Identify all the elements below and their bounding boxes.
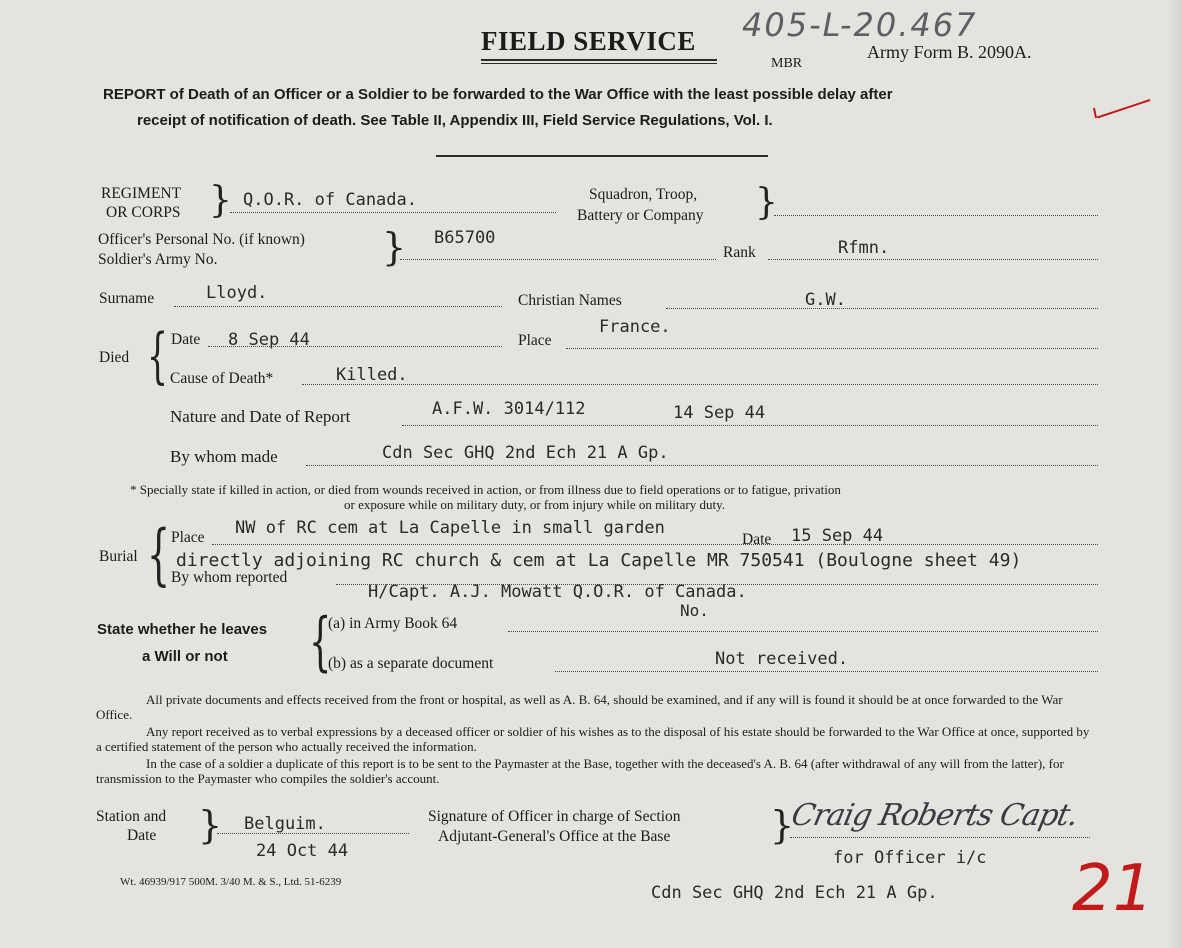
label-place-died: Place bbox=[518, 332, 552, 349]
will-separate-doc-line bbox=[555, 671, 1098, 672]
date-died-value: 8 Sep 44 bbox=[228, 330, 310, 350]
burial-place-line bbox=[212, 544, 1098, 545]
label-will-separate-doc: (b) as a separate document bbox=[328, 655, 494, 672]
cause-line bbox=[302, 384, 1098, 385]
army-form-number: Army Form B. 2090A. bbox=[867, 42, 1032, 62]
label-station-date: Date bbox=[127, 827, 157, 844]
by-whom-value: Cdn Sec GHQ 2nd Ech 21 A Gp. bbox=[382, 443, 669, 463]
footnote-line1: * Specially state if killed in action, or died from wounds received in action, or from illness due to field operations or to fatigue, privation bbox=[130, 482, 841, 497]
burial-place-value-line2: directly adjoining RC church & cem at La Capelle MR 750541 (Boulogne sheet 49) bbox=[176, 550, 1022, 571]
place-died-line bbox=[566, 348, 1098, 349]
label-battery: Battery or Company bbox=[577, 207, 704, 224]
will-army-book-value: No. bbox=[680, 601, 709, 620]
signature-line bbox=[790, 837, 1090, 838]
surname-line bbox=[174, 306, 502, 307]
instruction-para-1: All private documents and effects received from the front or hospital, as well as A. B. 64, should be examined, and if any will is found it should be at once forwarded to the War Office. bbox=[96, 692, 1063, 722]
brace-squadron: } bbox=[755, 182, 778, 223]
header-divider bbox=[436, 155, 768, 157]
brace-personal: } bbox=[382, 225, 407, 269]
label-cause-of-death: Cause of Death* bbox=[170, 370, 274, 387]
report-date-value: 14 Sep 44 bbox=[673, 403, 766, 423]
report-heading-line2: receipt of notification of death. See Table II, Appendix III, Field Service Regulations, Vol. I. bbox=[137, 112, 773, 129]
label-nature-date-report: Nature and Date of Report bbox=[170, 407, 351, 426]
christian-names-value: G.W. bbox=[805, 290, 846, 310]
place-died-value: France. bbox=[599, 317, 671, 337]
label-rank: Rank bbox=[723, 244, 756, 261]
brace-station: } bbox=[198, 803, 223, 847]
label-officer-personal-no: Officer's Personal No. (if known) bbox=[98, 231, 305, 248]
squadron-line bbox=[774, 215, 1098, 216]
report-ref-value: A.F.W. 3014/112 bbox=[432, 399, 586, 419]
label-died: Died bbox=[99, 349, 130, 366]
burial-place-value-line1: NW of RC cem at La Capelle in small garden bbox=[235, 518, 665, 538]
station-date-value: 24 Oct 44 bbox=[256, 841, 349, 861]
brace-burial: { bbox=[147, 516, 171, 593]
label-will-question-line1: State whether he leaves bbox=[97, 621, 268, 638]
label-will-question-line2: a Will or not bbox=[142, 648, 228, 665]
brace-signature: } bbox=[770, 803, 795, 847]
label-regiment: REGIMENT bbox=[101, 185, 182, 202]
christian-names-line bbox=[666, 308, 1098, 309]
page-mark: 21 bbox=[1072, 852, 1154, 926]
label-surname: Surname bbox=[99, 290, 155, 307]
label-soldier-army-no: Soldier's Army No. bbox=[98, 251, 218, 268]
mbr-stamp: MBR bbox=[771, 56, 803, 71]
instruction-para-2: Any report received as to verbal expressions by a deceased officer or soldier of his wishes as to the disposal of his estate should be forwarded to the War Office at once, supported by a certified statement of the person who actually received the information. bbox=[96, 724, 1090, 754]
rank-value: Rfmn. bbox=[838, 238, 890, 258]
burial-date-value: 15 Sep 44 bbox=[791, 526, 884, 546]
unit-footer-value: Cdn Sec GHQ 2nd Ech 21 A Gp. bbox=[651, 883, 938, 903]
label-will-army-book: (a) in Army Book 64 bbox=[328, 615, 458, 632]
label-burial: Burial bbox=[99, 548, 138, 565]
cause-value: Killed. bbox=[336, 365, 408, 385]
will-army-book-line bbox=[508, 631, 1098, 632]
label-squadron: Squadron, Troop, bbox=[589, 186, 698, 203]
rank-line bbox=[768, 259, 1098, 260]
label-station-and: Station and bbox=[96, 808, 167, 825]
paper-edge-shadow bbox=[1168, 0, 1182, 948]
station-value: Belguim. bbox=[244, 814, 326, 834]
brace-will: { bbox=[309, 605, 332, 679]
by-whom-line bbox=[306, 465, 1098, 466]
surname-value: Lloyd. bbox=[206, 283, 268, 303]
label-signature-office: Adjutant-General's Office at the Base bbox=[438, 828, 671, 845]
label-burial-date: Date bbox=[742, 531, 772, 548]
report-heading-line1: REPORT of Death of an Officer or a Soldier to be forwarded to the War Office with the least possible delay after bbox=[103, 86, 893, 103]
brace-regiment: } bbox=[209, 180, 232, 221]
for-officer-value: for Officer i/c bbox=[833, 848, 987, 868]
title-underline bbox=[481, 59, 717, 61]
army-no-line bbox=[400, 259, 716, 260]
label-date-died: Date bbox=[171, 331, 201, 348]
burial-reported-value: H/Capt. A.J. Mowatt Q.O.R. of Canada. bbox=[368, 582, 747, 602]
footnote-line2: or exposure while on military duty, or from injury while on military duty. bbox=[344, 497, 726, 512]
label-burial-place: Place bbox=[171, 529, 205, 546]
instruction-para-3: In the case of a soldier a duplicate of this report is to be sent to the Paymaster at the Base, together with the deceased's A. B. 64 (after withdrawal of any will from the latter), for transmission to the Paymaster who compiles the soldier's account. bbox=[96, 756, 1064, 786]
label-christian-names: Christian Names bbox=[518, 292, 622, 309]
label-signature-officer: Signature of Officer in charge of Section bbox=[428, 808, 681, 825]
label-or-corps: OR CORPS bbox=[106, 204, 181, 221]
printer-imprint: Wt. 46939/917 500M. 3/40 M. & S., Ltd. 51-6239 bbox=[120, 876, 342, 888]
label-by-whom-made: By whom made bbox=[170, 447, 278, 466]
army-no-value: B65700 bbox=[434, 228, 496, 248]
file-number: 405-L-20.467 bbox=[742, 6, 978, 44]
form-title: FIELD SERVICE bbox=[481, 26, 696, 56]
title-underline-2 bbox=[481, 63, 717, 64]
red-tick-mark bbox=[1092, 98, 1152, 118]
officer-signature: Craig Roberts Capt. bbox=[788, 798, 1081, 833]
will-separate-doc-value: Not received. bbox=[715, 649, 849, 669]
brace-died: { bbox=[147, 321, 169, 391]
regiment-value: Q.O.R. of Canada. bbox=[243, 190, 417, 210]
report-line bbox=[402, 425, 1098, 426]
regiment-line bbox=[230, 212, 556, 213]
label-burial-reported: By whom reported bbox=[171, 569, 288, 586]
